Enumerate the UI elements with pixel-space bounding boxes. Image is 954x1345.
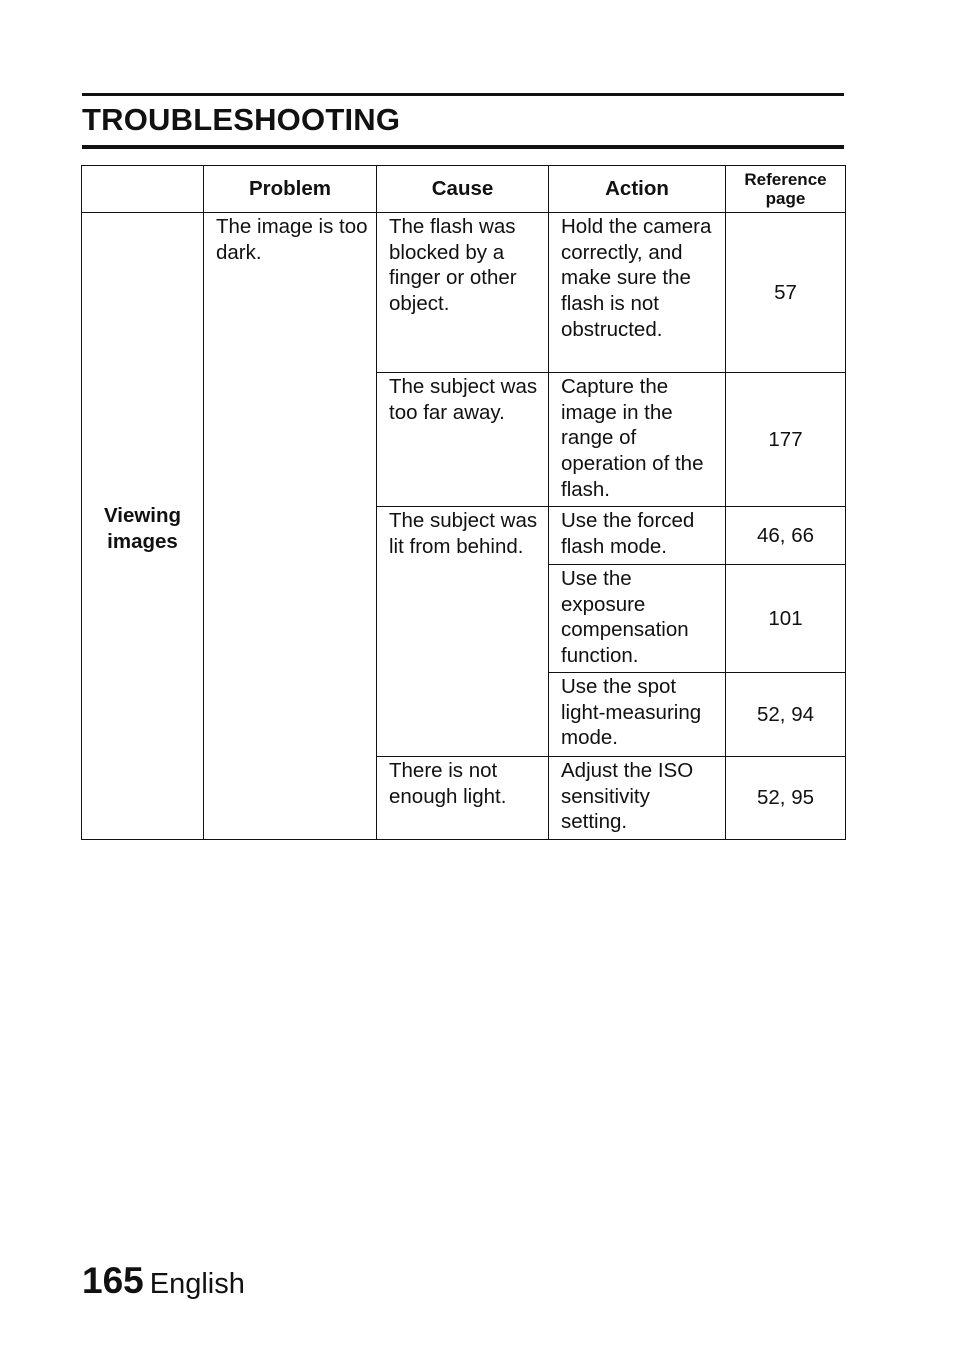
title-top-rule: [82, 93, 844, 96]
header-reference-page: [726, 166, 846, 213]
action-cell: Use the exposure compensation function.: [549, 565, 726, 673]
cause-cell: There is not enough light.: [377, 757, 549, 840]
page-footer: [82, 1258, 245, 1312]
action-cell: Hold the camera correctly, and make sure the flash is not obstructed.: [549, 213, 726, 373]
category-label: Viewing images: [103, 504, 182, 553]
page-number: 165: [82, 1260, 144, 1301]
page-language: English: [149, 1268, 245, 1300]
category-cell: [82, 213, 204, 840]
table-header-row: [82, 166, 846, 213]
header-category: [82, 166, 204, 213]
action-cell: Use the spot light-measuring mode.: [549, 673, 726, 757]
page-title: TROUBLESHOOTING: [82, 102, 401, 137]
action-cell: Use the forced flash mode.: [549, 507, 726, 565]
reference-cell: 57: [726, 213, 846, 373]
troubleshooting-table: [81, 165, 846, 840]
reference-cell: 177: [726, 373, 846, 507]
cause-cell: The flash was blocked by a finger or other object.: [377, 213, 549, 373]
action-cell: Adjust the ISO sensitivity setting.: [549, 757, 726, 840]
header-reference-line1: Reference: [744, 170, 827, 189]
reference-cell: 101: [726, 565, 846, 673]
cause-cell: The subject was too far away.: [377, 373, 549, 507]
problem-cell: The image is too dark.: [204, 213, 377, 840]
reference-cell: 46, 66: [726, 507, 846, 565]
header-reference-line2: page: [765, 189, 806, 208]
header-action: Action: [549, 166, 726, 213]
header-problem: Problem: [204, 166, 377, 213]
action-cell: Capture the image in the range of operation of the flash.: [549, 373, 726, 507]
cause-cell: The subject was lit from behind.: [377, 507, 549, 757]
table-row: [82, 213, 846, 373]
reference-cell: 52, 95: [726, 757, 846, 840]
header-cause: Cause: [377, 166, 549, 213]
reference-cell: 52, 94: [726, 673, 846, 757]
title-bottom-rule: [82, 145, 844, 149]
